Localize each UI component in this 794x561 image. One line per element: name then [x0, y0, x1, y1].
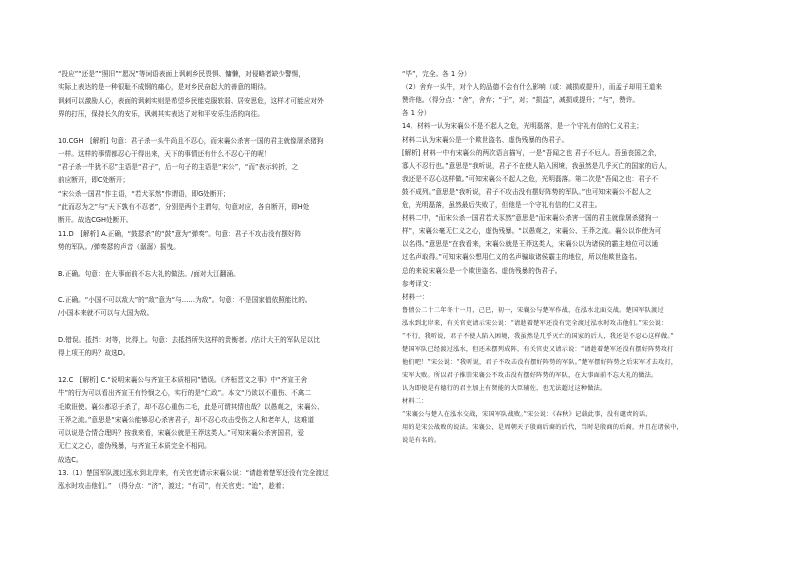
left-text-line: 泓水时攻击他们。” （得分点：“济”，渡过；“有司”，有关官吏；“迨”，趁着； [58, 482, 289, 491]
left-text-line: 前应断开，即C处断开； [58, 176, 130, 185]
left-text-line: /小国本来就不可以与大国为敌。 [58, 309, 154, 318]
right-text-line: （2）舍弃一头牛，对个人的品德不会有什么影响（或：减损或提升），而孟子却用王道来 [402, 83, 663, 92]
left-text-line: 10.CGH [解析] 句意：君子杀一头牛尚且不忍心，而宋襄公杀害一国的君主就像屠杀猪狗 [58, 136, 324, 145]
right-text-line: 楚国军队已经渡过泓水，但还未摆列成阵，有关官吏又请示说：“请趁着楚军还没有摆好阵势攻打 [402, 345, 674, 353]
right-text-line: 过名声取得。”可知宋襄公想用仁义的名声骗取诸侯霸主的地位，所以他欺世盗名。 [402, 253, 642, 262]
left-text-line: 可以说是合情合理吗？按我来看，宋襄公就是王莽这类人。”可知宋襄公杀害国君，爱 [58, 429, 304, 438]
left-text-line: 界的打压，保持长久的安乐，讽刺其实表达了对和平安乐生活的向往。 [58, 109, 264, 118]
left-text-line: “投应”“还是”“照旧”“愿况”等词语表面上讽刺乡民畏惧、慵懒，对侵略者缺少警惕， [58, 70, 305, 78]
right-text-line: 宋军大败。所以君子推崇宋襄公不攻击没有摆好阵势的军队，在大事面前不忘大礼的做法。 [402, 371, 658, 379]
left-text-line: 王莽之流。”意思是“宋襄公能够忍心杀害君子，却不忍心攻击受伤之人和老年人，这难道 [58, 415, 315, 424]
right-text-line: 参考译文： [402, 279, 436, 288]
right-text-line: 材料二中，“而宋公杀一国君若犬豕然”意思是“而宋襄公杀害一国的君主就像屠杀猪狗一 [402, 214, 659, 223]
right-text-line: 总的来说宋襄公是一个欺世盗名、虚伪残暴的伪君子。 [402, 266, 562, 275]
right-text-line: 鲁僖公二十二年冬十一月，己巳，初一，宋襄公与楚军作战，在泓水北面交战。楚国军队渡过 [402, 306, 664, 314]
right-text-line: 他们吧！”宋公说：“我听说，君子不攻击没有摆好阵势的军队。”楚军摆好阵势之后宋军才去攻打， [402, 358, 678, 366]
left-text-line: 讽刺可以激励人心，表面的讽刺实则是希望乡民能克服软弱、居安思危，这样才可能应对外 [58, 96, 324, 105]
right-text-line: 材料二认为宋襄公是一个欺世盗名、虚伪残暴的伪君子。 [402, 135, 569, 144]
right-text-line: “宋襄公与楚人在泓水交战，宋国军队战败。”宋公说：《春秋》记载此事，没有谴责的话， [402, 410, 652, 418]
right-text-line: 认为即使是有德行的君主加上有贤能的大臣辅佐，也无法超过这种做法。 [402, 384, 607, 392]
right-text-line: 样”，宋襄公毫无仁义之心，虚伪残暴。“以愚观之，宋襄公、王莽之流。襄公以诈使为可 [402, 227, 662, 236]
right-text-line: 我还是不忍心这样做。”可知宋襄公不起人之危，光明磊落。第二次是“吾闻之也：君子不 [402, 174, 659, 183]
left-text-line: 13.（1）楚国军队渡过泓水到北岸来，有关官吏请示宋襄公说：“请趁着楚军还没有完全渡过 [58, 469, 329, 477]
right-text-line: 材料一： [402, 292, 429, 301]
left-text-line: “君子杀一牛犹不忍”主语是“君子”，后一句子的主语是“宋公”，“而”表示转折，之 [58, 163, 299, 172]
right-text-line: 寡人不忍行也。”意思是“我听说，君子不在使人陷入困境，我虽然是几乎灭亡的国家的后人， [402, 161, 672, 170]
right-text-line: 以名得。”意思是“在我看来，宋襄公就是王莽这类人，宋襄公以为诸侯的霸主地位可以通 [402, 240, 659, 249]
left-text-line: 实际上表达的是一种很耻不成钢的痛心，是对乡民奋起大的善意的期待。 [58, 83, 271, 92]
right-text-line: [解析] 材料一中有宋襄公的两次语言描写，一是“吾闻之也 君子不厄人。吾虽丧国之余， [402, 148, 661, 157]
right-text-line: “不行，我听说，君子不使人陷入困境，我虽然是几乎灭亡的国家的后人，我还是不忍心这样做。” [402, 332, 674, 340]
right-text-line: “毕”，完全。各 1 分） [402, 70, 471, 78]
left-text-line: 11.D [解析] A.正确，“鼓瑟杀”的“鼓”意为“弹奏”。句意：君子不攻击没有摆好阵 [58, 229, 302, 238]
right-text-line: 说是有名的。 [402, 436, 441, 444]
right-text-line: 材料二： [402, 397, 428, 405]
right-text-line: 各 1 分） [402, 109, 431, 118]
right-text-line: 危，光明磊落，虽然最后失败了，但他是一个守礼有信的仁义君主。 [402, 201, 602, 209]
left-text-line: 势的军队。/弹奏瑟的声音（潺潺）摇曳。 [58, 242, 180, 251]
left-text-line: D.错误。抵挡：对等，比得上。句意：去抵挡所失这样的贵衡者。/估计大王的军队足以比 [58, 336, 321, 344]
left-text-line: C.正确。“小国不可以敌大”的“敌”意为“与……为敌”。句意：不是国家值依照能比的。 [58, 296, 312, 305]
right-text-line: 14．材料一认为宋襄公不是不起人之危，光明磊落，是一个守礼有信的仁义君主； [402, 122, 644, 131]
left-text-line: 牛”的行为可以看出齐宣王有怜悯之心，实行的是“仁政”。本文“乃欲以不重伤、不禽二 [58, 389, 312, 398]
left-text-line: 故选C。 [58, 455, 83, 464]
right-text-line: 赞许他。（得分点：“舍”，舍弃；“于”，对；“损益”，减损或提升；“与”，赞许。 [402, 96, 640, 105]
left-text-line: 断开。故选CGH处断开。 [58, 216, 133, 225]
left-text-line: 无仁义之心，虚伪残暴，与齐宣王本质完全不相同。 [58, 442, 211, 451]
left-text-line: “此而忍为之”与“天下孰有不忍者”，分别是两个主谓句，句意对应，各自断开，即H处 [58, 203, 310, 211]
left-text-line: 得上项王的吗？故选D。 [58, 349, 130, 358]
right-text-line: 泓水到北岸来，有关官吏请示宋公说：“请趁着楚军还没有完全渡过泓水时攻击他们。”宋公说： [402, 319, 668, 327]
left-text-line: 12.C [解析] C.“说明宋襄公与齐宣王本质相同”错误。《齐桓晋文之事》中“齐宣王舍 [58, 375, 308, 384]
left-text-line: B.正确。句意：在大事面前不忘大礼的做法。/面对大江翻涌。 [58, 269, 240, 278]
right-text-line: 用的是宋公战败的说法。宋襄公，是周朝天子殷商后裔的后代，当时是殷商的后裔，并且在诸侯中， [402, 423, 684, 431]
right-text-line: 鼓不成列。”意思是“我听说，君子不攻击没有摆好阵势的军队。”也可知宋襄公不起人之 [402, 187, 652, 196]
left-text-line: 毛欺诳使。襄公都忍于杀了，却不忍心重伤二毛，此是可谓其情也哉？以愚观之，宋襄公、 [58, 402, 324, 411]
left-text-line: 一样。这样的事情都忍心干得出来，天下的事情还有什么不忍心干的呢！ [58, 149, 271, 158]
left-text-line: “宋公杀一国君”作主语，“若犬豕然”作谓语，即G处断开； [58, 189, 230, 198]
